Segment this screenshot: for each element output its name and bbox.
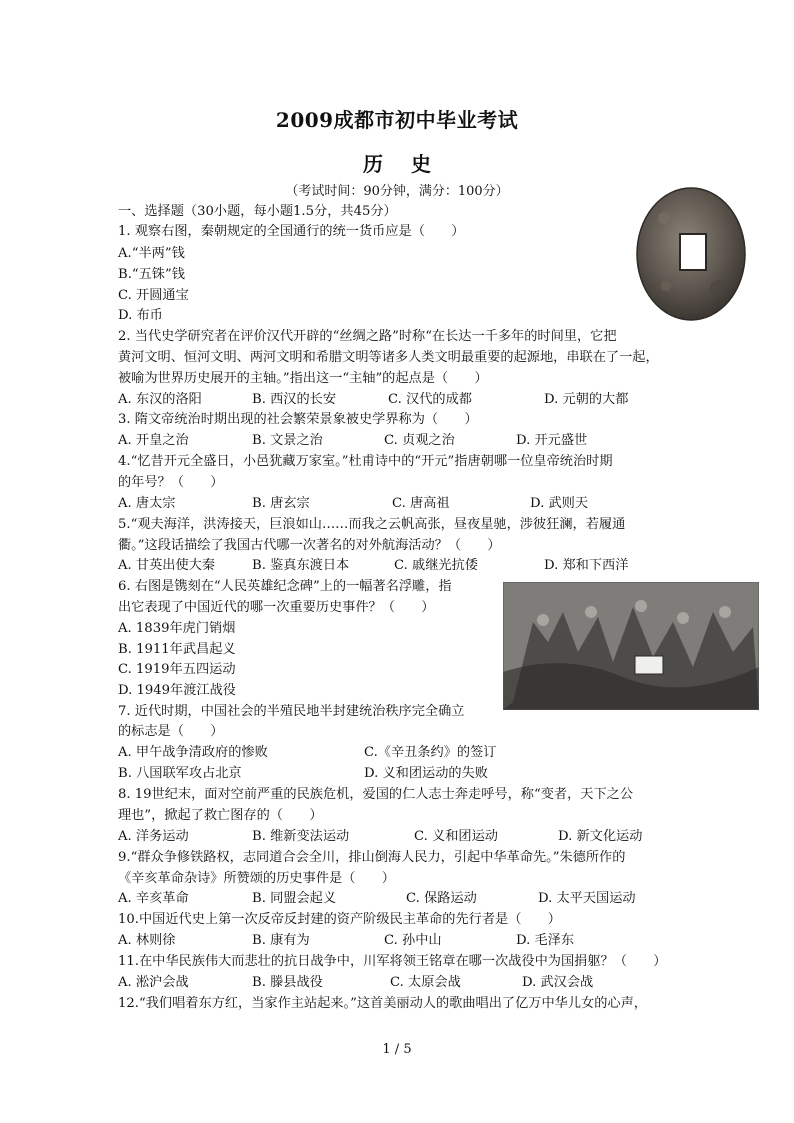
q11-option-a: A. 淞沪会战: [118, 975, 189, 990]
q1-stem: 1. 观察右图，秦朝规定的全国通行的统一货币应是（ ）: [118, 224, 465, 239]
q5-option-a: A. 甘英出使大秦: [118, 558, 216, 573]
q7-option-c: C.《辛丑条约》的签订: [364, 745, 497, 760]
subject-title: 历史: [363, 152, 459, 176]
q3-option-c: C. 贞观之治: [384, 433, 455, 448]
q10-stem: 10.中国近代史上第一次反帝反封建的资产阶级民主革命的先行者是（ ）: [118, 912, 561, 927]
q3-stem: 3. 隋文帝统治时期出现的社会繁荣景象被史学界称为（ ）: [118, 412, 478, 427]
q4-stem-line1: 4.“忆昔开元全盛日，小邑犹藏万家室。”杜甫诗中的“开元”指唐朝哪一位皇帝统治时期: [118, 454, 613, 469]
coin-image: [636, 178, 746, 328]
q6-stem-line2: 出它表现了中国近代的哪一次重要历史事件？（ ）: [118, 600, 435, 615]
exam-info: （考试时间：90分钟，满分：100分）: [285, 184, 509, 199]
q3-option-a: A. 开皇之治: [118, 433, 189, 448]
q8-option-a: A. 洋务运动: [118, 829, 189, 844]
q6-option-b: B. 1911年武昌起义: [118, 642, 236, 657]
q8-option-b: B. 维新变法运动: [252, 829, 350, 844]
q2-stem-line3: 被喻为世界历史展开的主轴。”指出这一“主轴”的起点是（ ）: [118, 371, 488, 386]
exam-title: 2009成都市初中毕业考试: [275, 108, 519, 132]
relief-sculpture-image: [503, 582, 759, 710]
q2-option-b: B. 西汉的长安: [252, 392, 337, 407]
q4-option-d: D. 武则天: [530, 496, 589, 511]
q2-stem-line2: 黄河文明、恒河文明、两河文明和希腊文明等诸多人类文明最重要的起源地，串联在了一起，: [118, 350, 659, 365]
q8-stem-line1: 8. 19世纪末，面对空前严重的民族危机，爱国的仁人志士奔走呼号，称“变者，天下之公: [118, 787, 634, 802]
section-heading: 一、选择题（30小题，每小题1.5分，共45分）: [118, 204, 397, 219]
q11-option-c: C. 太原会战: [390, 975, 461, 990]
q1-option-d: D. 布币: [118, 308, 163, 323]
q1-option-a: A.“半两”钱: [118, 246, 185, 261]
page-number: 1 / 5: [382, 1042, 412, 1057]
q10-option-c: C. 孙中山: [384, 933, 442, 948]
q11-option-b: B. 滕县战役: [252, 975, 323, 990]
q7-option-b: B. 八国联军攻占北京: [118, 766, 242, 781]
q3-option-b: B. 文景之治: [252, 433, 323, 448]
q7-option-d: D. 义和团运动的失败: [364, 766, 488, 781]
q7-option-a: A. 甲午战争清政府的惨败: [118, 745, 268, 760]
q9-option-d: D. 太平天国运动: [538, 891, 636, 906]
q2-option-a: A. 东汉的洛阳: [118, 392, 202, 407]
q1-option-c: C. 开圆通宝: [118, 288, 189, 303]
q6-stem-line1: 6. 右图是镌刻在“人民英雄纪念碑”上的一幅著名浮雕，指: [118, 579, 452, 594]
q9-stem-line1: 9.“群众争修铁路权，志同道合会全川，排山倒海人民力，引起中华革命先。”朱德所作的: [118, 850, 626, 865]
q2-option-d: D. 元朝的大都: [544, 392, 629, 407]
q2-stem-line1: 2. 当代史学研究者在评价汉代开辟的“丝绸之路”时称“在长达一千多年的时间里，它把: [118, 329, 617, 344]
q9-stem-line2: 《辛亥革命杂诗》所赞颂的历史事件是（ ）: [118, 871, 395, 886]
q5-option-b: B. 鉴真东渡日本: [252, 558, 350, 573]
q5-stem-line2: 衢。”这段话描绘了我国古代哪一次著名的对外航海活动？（ ）: [118, 538, 501, 553]
q5-stem-line1: 5.“观夫海洋，洪涛接天，巨浪如山……而我之云帆高张，昼夜星驰，涉彼狂澜，若履通: [118, 517, 626, 532]
q10-option-a: A. 林则徐: [118, 933, 176, 948]
q4-stem-line2: 的年号？（ ）: [118, 475, 224, 490]
q12-stem: 12.“我们唱着东方红，当家作主站起来。”这首美丽动人的歌曲唱出了亿万中华儿女的心声，: [118, 996, 647, 1011]
q2-option-c: C. 汉代的成都: [388, 392, 472, 407]
q11-option-d: D. 武汉会战: [522, 975, 594, 990]
q7-stem-line1: 7. 近代时期，中国社会的半殖民地半封建统治秩序完全确立: [118, 704, 465, 719]
q4-option-b: B. 唐玄宗: [252, 496, 310, 511]
q1-option-b: B.“五铢”钱: [118, 267, 185, 282]
q4-option-c: C. 唐高祖: [392, 496, 450, 511]
q8-option-d: D. 新文化运动: [558, 829, 643, 844]
q4-option-a: A. 唐太宗: [118, 496, 176, 511]
q10-option-b: B. 康有为: [252, 933, 310, 948]
q8-option-c: C. 义和团运动: [414, 829, 498, 844]
q9-option-b: B. 同盟会起义: [252, 891, 337, 906]
q6-option-c: C. 1919年五四运动: [118, 662, 236, 677]
q5-option-d: D. 郑和下西洋: [544, 558, 629, 573]
q9-option-c: C. 保路运动: [406, 891, 477, 906]
q3-option-d: D. 开元盛世: [516, 433, 588, 448]
q11-stem: 11.在中华民族伟大而悲壮的抗日战争中，川军将领王铭章在哪一次战役中为国捐躯？（ ）: [118, 954, 667, 969]
q6-option-d: D. 1949年渡江战役: [118, 683, 236, 698]
q7-stem-line2: 的标志是（ ）: [118, 724, 224, 739]
q8-stem-line2: 理也”，掀起了救亡图存的（ ）: [118, 808, 323, 823]
q6-option-a: A. 1839年虎门销烟: [118, 621, 236, 636]
q10-option-d: D. 毛泽东: [516, 933, 575, 948]
q9-option-a: A. 辛亥革命: [118, 891, 189, 906]
q5-option-c: C. 戚继光抗倭: [394, 558, 478, 573]
